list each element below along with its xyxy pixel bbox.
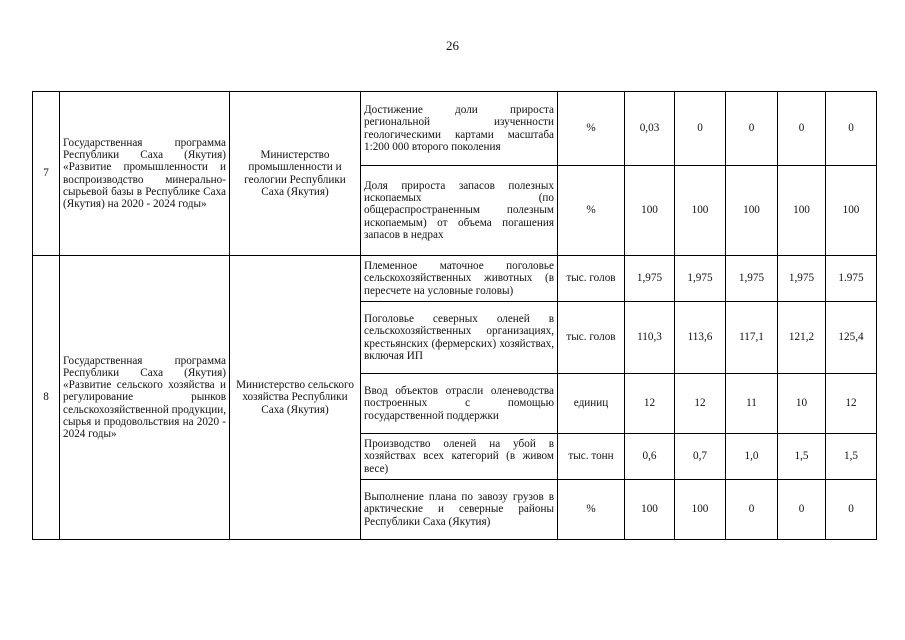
indicator-unit: тыс. тонн bbox=[558, 434, 625, 480]
ministry-name: Министерство сельского хозяйства Республики Саха (Якутия) bbox=[230, 256, 361, 540]
indicator-unit: % bbox=[558, 92, 625, 166]
indicator-value: 0 bbox=[778, 480, 826, 540]
indicator-name: Доля прироста запасов полезных ископаемых (по общераспространенным полезным ископаемым) от объема погашения запасов в недрах bbox=[361, 166, 558, 256]
indicator-value: 100 bbox=[826, 166, 877, 256]
row-number: 8 bbox=[33, 256, 60, 540]
indicator-value: 0 bbox=[726, 92, 778, 166]
page-number: 26 bbox=[446, 38, 459, 53]
indicator-value: 1,975 bbox=[778, 256, 826, 302]
ministry-name: Министерство промышленности и геологии Республики Саха (Якутия) bbox=[230, 92, 361, 256]
indicator-name: Достижение доли прироста региональной изученности геологическими картами масштаба 1:200 000 второго поколения bbox=[361, 92, 558, 166]
indicator-unit: тыс. голов bbox=[558, 256, 625, 302]
indicator-name: Ввод объектов отрасли оленеводства построенных с помощью государственной поддержки bbox=[361, 374, 558, 434]
indicator-value: 100 bbox=[625, 166, 675, 256]
row-number: 7 bbox=[33, 92, 60, 256]
indicator-value: 12 bbox=[625, 374, 675, 434]
indicator-value: 1,5 bbox=[826, 434, 877, 480]
indicators-table bbox=[32, 91, 877, 540]
indicator-value: 100 bbox=[675, 166, 726, 256]
indicator-unit: тыс. голов bbox=[558, 302, 625, 374]
indicator-value: 0,7 bbox=[675, 434, 726, 480]
indicator-value: 1,0 bbox=[726, 434, 778, 480]
indicator-value: 125,4 bbox=[826, 302, 877, 374]
indicator-name: Выполнение плана по завозу грузов в арктические и северные районы Республики Саха (Якутия) bbox=[361, 480, 558, 540]
indicator-value: 1,5 bbox=[778, 434, 826, 480]
indicator-value: 121,2 bbox=[778, 302, 826, 374]
indicator-name: Племенное маточное поголовье сельскохозяйственных животных (в пересчете на условные головы) bbox=[361, 256, 558, 302]
indicator-value: 113,6 bbox=[675, 302, 726, 374]
indicator-value: 0 bbox=[826, 480, 877, 540]
indicator-value: 1,975 bbox=[625, 256, 675, 302]
indicator-unit: % bbox=[558, 480, 625, 540]
indicator-value: 0,03 bbox=[625, 92, 675, 166]
table-row bbox=[33, 92, 877, 166]
indicator-value: 1,975 bbox=[726, 256, 778, 302]
indicator-unit: % bbox=[558, 166, 625, 256]
indicator-value: 0 bbox=[778, 92, 826, 166]
indicator-value: 110,3 bbox=[625, 302, 675, 374]
indicator-value: 10 bbox=[778, 374, 826, 434]
indicator-value: 100 bbox=[675, 480, 726, 540]
indicator-value: 1.975 bbox=[826, 256, 877, 302]
indicator-value: 1,975 bbox=[675, 256, 726, 302]
indicator-name: Поголовье северных оленей в сельскохозяйственных организациях, крестьянских (фермерских) хозяйствах, включая ИП bbox=[361, 302, 558, 374]
indicator-value: 11 bbox=[726, 374, 778, 434]
indicator-name: Производство оленей на убой в хозяйствах всех категорий (в живом весе) bbox=[361, 434, 558, 480]
indicator-value: 0 bbox=[726, 480, 778, 540]
indicator-value: 100 bbox=[625, 480, 675, 540]
indicator-value: 0 bbox=[826, 92, 877, 166]
indicator-value: 100 bbox=[778, 166, 826, 256]
indicator-value: 0,6 bbox=[625, 434, 675, 480]
indicator-unit: единиц bbox=[558, 374, 625, 434]
program-name: Государственная программа Республики Саха (Якутия) «Развитие сельского хозяйства и регулирование рынков сельскохозяйственной продукции, сырья и продовольствия на 2020 - 2024 годы» bbox=[60, 256, 230, 540]
indicator-value: 12 bbox=[675, 374, 726, 434]
indicator-value: 117,1 bbox=[726, 302, 778, 374]
program-name: Государственная программа Республики Саха (Якутия) «Развитие промышленности и воспроизводство минерально-сырьевой базы в Республике Саха (Якутия) на 2020 - 2024 годы» bbox=[60, 92, 230, 256]
indicator-value: 12 bbox=[826, 374, 877, 434]
indicator-value: 0 bbox=[675, 92, 726, 166]
indicator-value: 100 bbox=[726, 166, 778, 256]
table-row bbox=[33, 256, 877, 302]
